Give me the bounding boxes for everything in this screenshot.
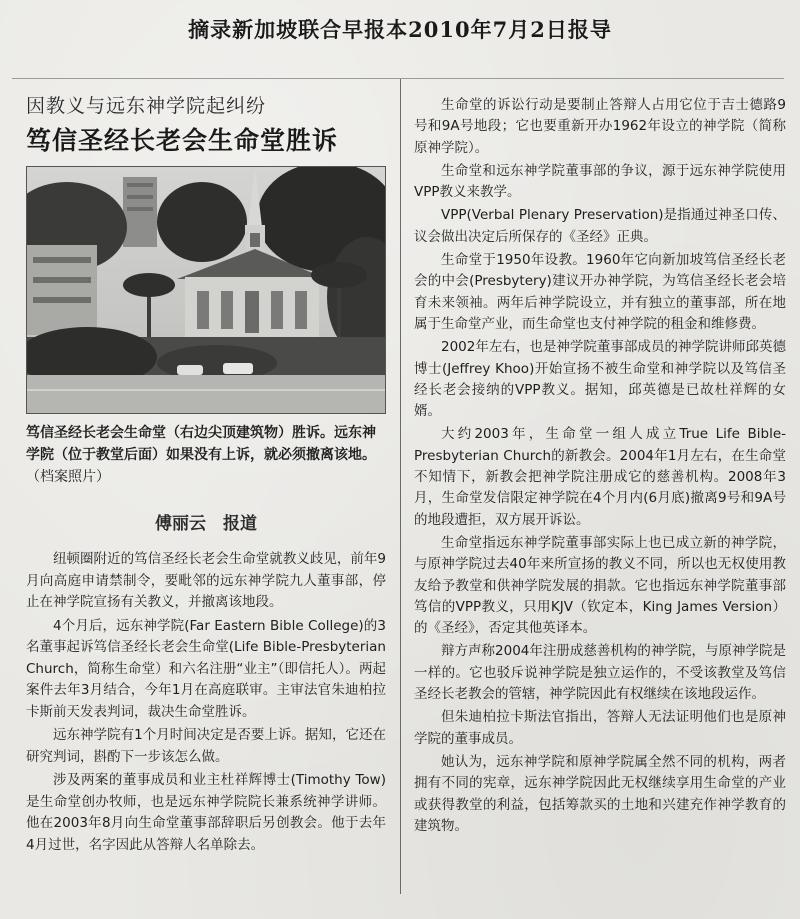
paragraph: 生命堂指远东神学院董事部实际上也已成立新的神学院，与原神学院过去40年来所宣扬的教义不同，所以也无权使用教友给予教堂和供神学院发展的捐款。它也指远东神学院董事部笃信的VPP教义，只用KJV（钦定本，King James Version）的《圣经》，否定其他英译本。 (414, 534, 786, 637)
paragraph: VPP(Verbal Plenary Preservation)是指通过神圣口传、议会做出决定后所保存的《圣经》正典。 (414, 207, 786, 245)
left-column (26, 79, 386, 894)
article-body-left (26, 549, 386, 858)
article-kicker: 因教义与远东神学院起纠纷 (26, 95, 267, 117)
paragraph: 生命堂和远东神学院董事部的争议，源于远东神学院使用VPP教义来教学。 (414, 162, 786, 201)
church-photo (26, 166, 386, 414)
paragraph: 纽顿圈附近的笃信圣经长老会生命堂就教义歧见，前年9月向高庭申请禁制令，要毗邻的远东神学院九人董事部，停止在神学院宣扬有关教义，并撤离该地段。 (26, 551, 386, 610)
paragraph: 涉及两案的董事成员和业主杜祥辉博士(Timothy Tow)是生命堂创办牧师，也是远东神学院院长兼系统神学讲师。他在2003年8月向生命堂董事部辞职后另创教会。他于去年4月过世，名字因此从答辩人名单除去。 (26, 772, 386, 853)
paragraph: 生命堂的诉讼行动是要制止答辩人占用它位于吉士德路9号和9A号地段；它也要重新开办1962年设立的神学院（简称原神学院）。 (414, 97, 786, 156)
page-title: 摘录新加坡联合早报本2010年7月2日报导 (188, 17, 612, 42)
photo-caption (26, 422, 388, 488)
article-headline: 笃信圣经长老会生命堂胜诉 (26, 126, 339, 155)
paragraph: 远东神学院有1个月时间决定是否要上诉。据知，它还在研究判词，斟酌下一步该怎么做。 (26, 727, 386, 765)
paragraph: 辩方声称2004年注册成慈善机构的神学院，与原神学院是一样的。它也驳斥说神学院是独立运作的，不受该教堂及笃信圣经长老教会的管辖，神学院因此有权继续在该地段运作。 (414, 643, 786, 703)
article-body-right (414, 95, 786, 839)
paragraph: 她认为，远东神学院和原神学院属全然不同的机构，两者拥有不同的宪章，远东神学院因此无权继续享用生命堂的产业或获得教堂的利益，包括筹款买的土地和兴建充作神学教育的建筑物。 (414, 753, 786, 834)
caption-text: 笃信圣经长老会生命堂（右边尖顶建筑物）胜诉。远东神学院（位于教堂后面）如果没有上诉，就必须撤离该地。 (26, 425, 376, 463)
right-column (414, 79, 786, 894)
church-photo-illustration (27, 167, 385, 413)
newspaper-clipping (12, 78, 784, 894)
paragraph: 但朱迪柏拉卡斯法官指出，答辩人无法证明他们也是原神学院的董事成员。 (414, 709, 786, 747)
column-divider (400, 79, 401, 894)
byline: 傅丽云 报道 (155, 514, 257, 534)
paragraph: 4个月后，远东神学院(Far Eastern Bible College)的3名董事起诉笃信圣经长老会生命堂(Life Bible-Presbyterian Church，简称生命堂）和六名注册“业主”（即信托人）。两起案件去年3月结合，今年1月在高庭联审。主审法官朱迪柏拉卡斯前天发表判词，裁决生命堂胜诉。 (26, 617, 386, 720)
caption-source: （档案照片） (26, 469, 110, 485)
paragraph: 生命堂于1950年设教。1960年它向新加坡笃信圣经长老会的中会(Presbytery)建议开办神学院，为笃信圣经长老会培育未来领袖。两年后神学院设立，并有独立的董事部，所在地属于生命堂产业，而生命堂也支付神学院的租金和维修费。 (414, 252, 786, 332)
paragraph: 大约2003年，生命堂一组人成立True Life Bible-Presbyterian Church的新教会。2004年1月左右，在生命堂不知情下，新教会把神学院注册成它的慈善机构。2008年3月，生命堂发信限定神学院在4个月内(6月底)撤离9号和9A号的地段遭拒，双方展开诉讼。 (414, 426, 786, 528)
paragraph: 2002年左右，也是神学院董事部成员的神学院讲师邱英德博士(Jeffrey Khoo)开始宣扬不被生命堂和神学院以及笃信圣经长老会接纳的VPP教义。据知，邱英德是已故杜祥辉的女婿。 (414, 339, 786, 420)
